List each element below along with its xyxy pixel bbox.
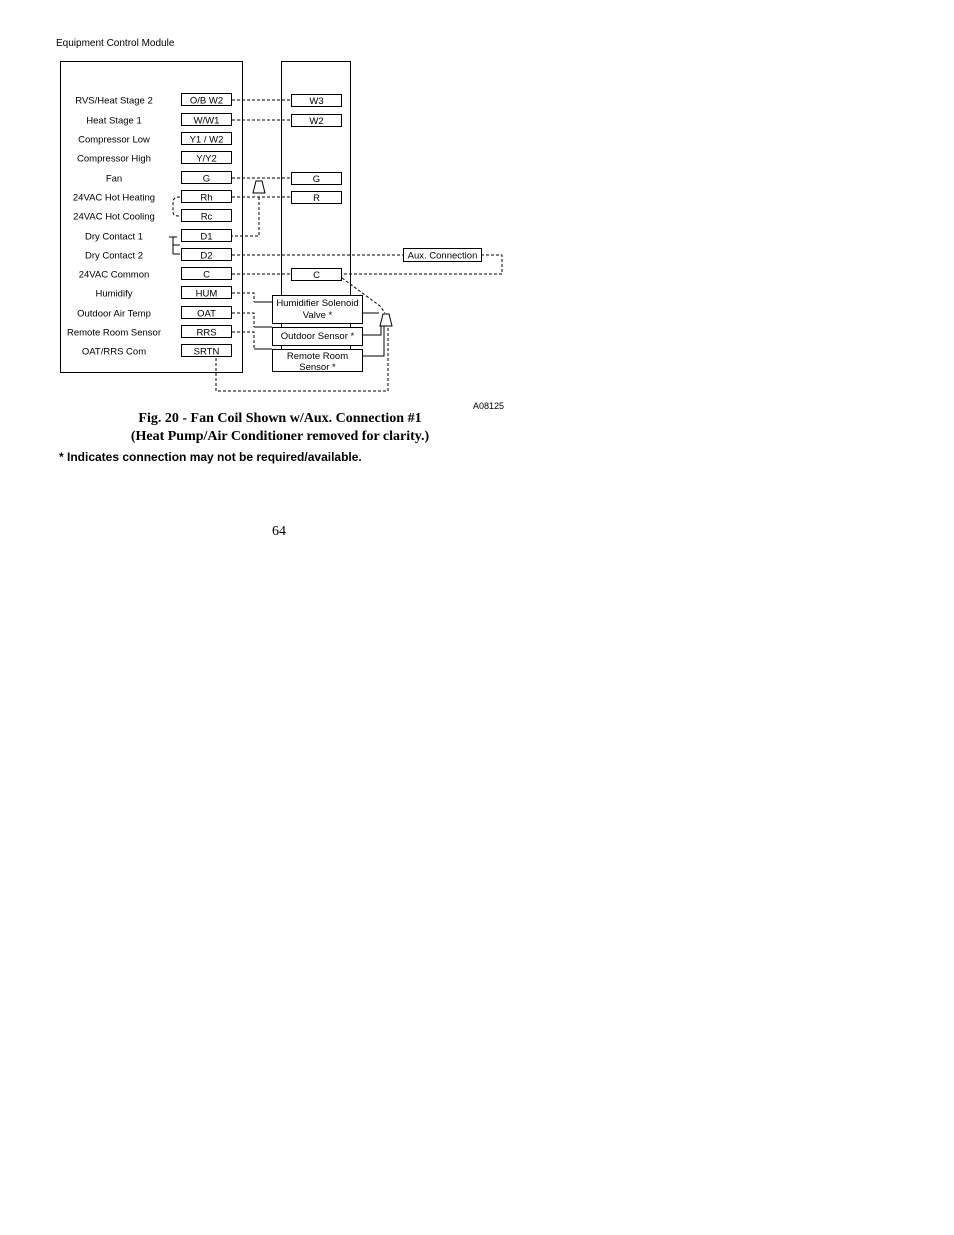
wire-r-to-d1 bbox=[232, 197, 259, 236]
control-row bbox=[85, 249, 232, 262]
control-row bbox=[73, 191, 232, 204]
terminal-label: Y/Y2 bbox=[196, 153, 217, 165]
humidifier-label-line1: Humidifier Solenoid bbox=[276, 298, 359, 309]
footnote: * Indicates connection may not be required/available. bbox=[59, 450, 362, 464]
fan-coil-terminal-r-label: R bbox=[313, 193, 320, 204]
page-number: 64 bbox=[272, 524, 286, 539]
caption-line-2: (Heat Pump/Air Conditioner removed for clarity.) bbox=[130, 429, 430, 444]
control-row-label: Remote Room Sensor bbox=[67, 327, 161, 339]
terminal-label: G bbox=[202, 173, 211, 185]
control-row-label: OAT/RRS Com bbox=[81, 346, 147, 358]
outdoor-sensor-label: Outdoor Sensor * bbox=[280, 331, 355, 342]
fan-coil-terminal-g bbox=[292, 173, 342, 186]
control-row bbox=[73, 210, 231, 223]
control-row bbox=[96, 287, 232, 300]
aux-connection-box bbox=[404, 249, 482, 262]
control-row bbox=[67, 326, 231, 339]
control-row-label: Humidify bbox=[95, 288, 133, 300]
fan-coil-terminal-c-label: C bbox=[313, 270, 320, 281]
remote-sensor-label-line2: Sensor * bbox=[299, 362, 336, 373]
fan-coil-terminal-w2-label: W2 bbox=[309, 116, 324, 127]
fan-coil-terminal-w3-label: W3 bbox=[309, 96, 324, 107]
remote-sensor-label-line1: Remote Room bbox=[286, 351, 349, 362]
control-row bbox=[75, 94, 231, 107]
control-row-label: Dry Contact 2 bbox=[84, 250, 144, 262]
control-row bbox=[85, 230, 232, 243]
control-row bbox=[79, 268, 232, 281]
control-row bbox=[86, 114, 231, 127]
terminal-label: D1 bbox=[200, 231, 213, 243]
terminal-label: W/W1 bbox=[193, 115, 220, 127]
control-row-label: Heat Stage 1 bbox=[86, 115, 142, 127]
terminal-label: C bbox=[203, 269, 210, 281]
outdoor-sensor bbox=[273, 328, 363, 346]
fan-coil-terminal-g-label: G bbox=[312, 174, 321, 185]
remote-room-sensor bbox=[273, 350, 363, 374]
control-row-label: Compressor Low bbox=[78, 134, 150, 146]
terminal-label: D2 bbox=[200, 250, 213, 262]
humidifier-solenoid-valve bbox=[273, 296, 363, 324]
caption-line-1: Fig. 20 - Fan Coil Shown w/Aux. Connection #1 bbox=[138, 411, 422, 426]
control-row-label: 24VAC Common bbox=[78, 269, 150, 281]
terminal-label: Y1 / W2 bbox=[189, 134, 224, 146]
humidifier-label-line2: Valve * bbox=[302, 310, 333, 321]
terminal-label: O/B W2 bbox=[189, 95, 224, 107]
control-row-label: Outdoor Air Temp bbox=[77, 308, 151, 320]
terminal-label: OAT bbox=[197, 308, 216, 320]
wire-rh-rc-jumper bbox=[173, 197, 180, 216]
terminal-label: Rh bbox=[200, 192, 213, 204]
control-row-label: Fan bbox=[105, 173, 123, 185]
control-row bbox=[77, 307, 231, 320]
terminal-label: RRS bbox=[196, 327, 217, 339]
control-terminal-rows bbox=[67, 94, 231, 358]
control-row bbox=[78, 133, 231, 146]
module-title: Equipment Control Module bbox=[56, 38, 175, 49]
transformer-symbol-upper bbox=[253, 181, 265, 193]
control-row-label: Dry Contact 1 bbox=[84, 231, 144, 243]
terminal-label: SRTN bbox=[193, 346, 220, 358]
fan-coil-terminal-r bbox=[292, 192, 342, 205]
control-row-label: Compressor High bbox=[77, 153, 151, 165]
control-row bbox=[82, 345, 232, 358]
dry-contact-jumper bbox=[169, 237, 180, 254]
wire-fuse-oat bbox=[362, 326, 381, 335]
control-row bbox=[77, 152, 231, 165]
terminal-label: Rc bbox=[200, 211, 213, 223]
control-row-label: 24VAC Hot Cooling bbox=[73, 211, 155, 223]
fan-coil-terminal-c bbox=[292, 269, 342, 282]
figure-code: A08125 bbox=[473, 401, 505, 411]
terminal-label: HUM bbox=[195, 288, 218, 300]
figure-caption bbox=[80, 410, 480, 446]
control-row-label: RVS/Heat Stage 2 bbox=[75, 95, 153, 107]
control-row-label: 24VAC Hot Heating bbox=[72, 192, 156, 204]
aux-connection-label: Aux. Connection bbox=[407, 250, 478, 262]
control-row bbox=[106, 172, 232, 185]
fan-coil-terminal-w3 bbox=[292, 95, 342, 108]
transformer-symbol-lower bbox=[380, 314, 392, 326]
fan-coil-terminal-w2 bbox=[292, 115, 342, 128]
